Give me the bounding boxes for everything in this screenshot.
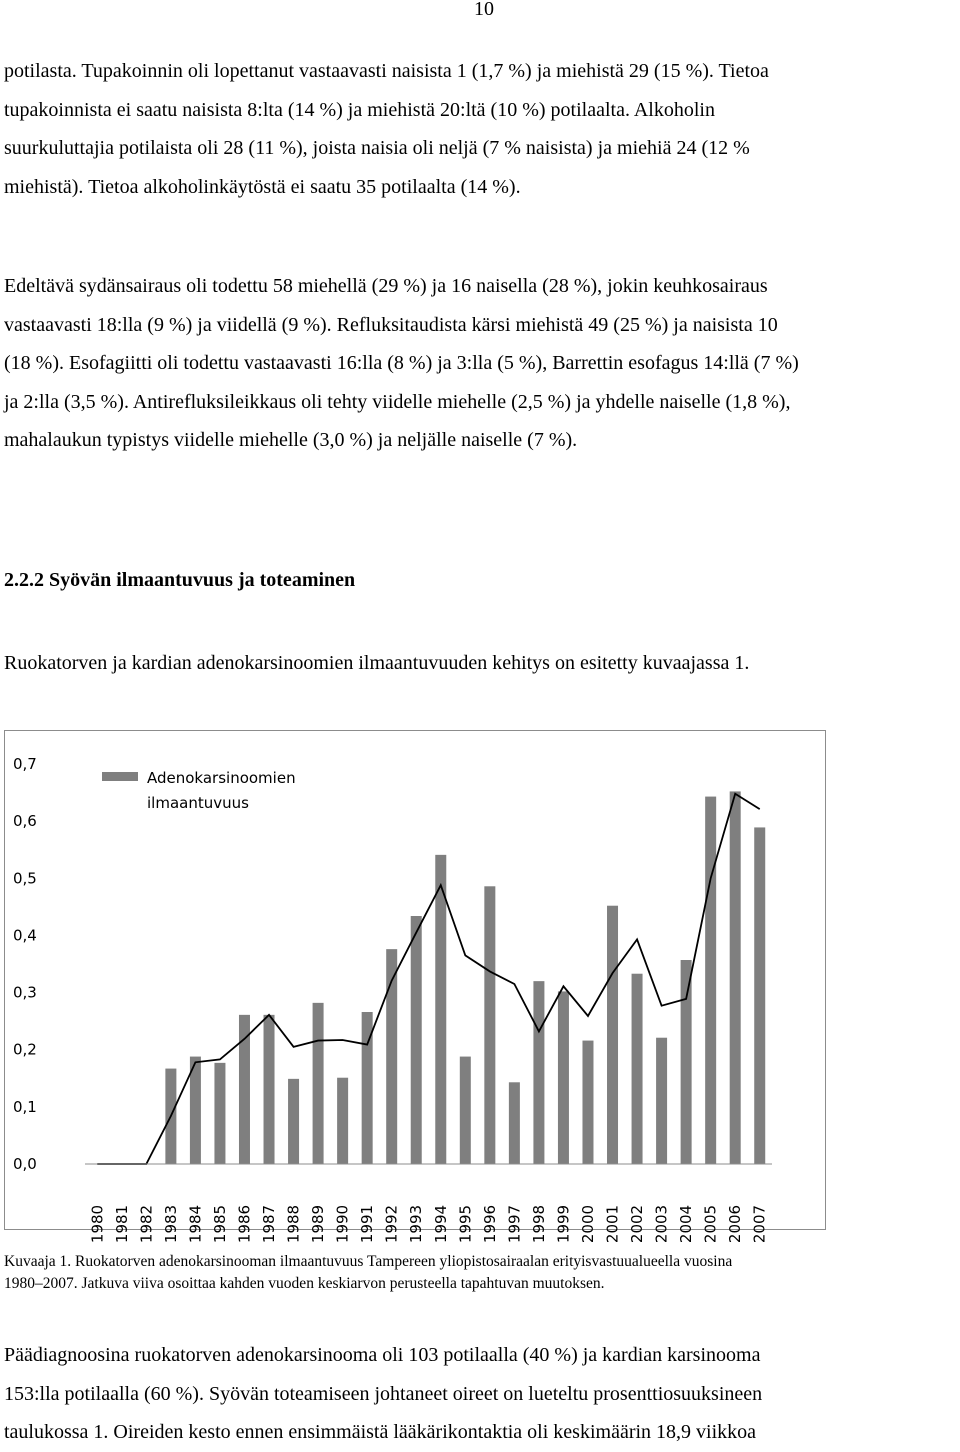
text-line: Päädiagnoosina ruokatorven adenokarsinooma oli 103 potilaalla (40 %) ja kardian karsinooma [4,1344,761,1366]
bar [730,791,741,1164]
x-axis [85,1164,772,1243]
bar [313,1003,324,1164]
x-tick-label: 1986 [235,1204,254,1244]
y-tick-label: 0,6 [13,812,37,831]
x-tick-label: 1992 [382,1204,401,1244]
x-tick-label: 2006 [726,1204,745,1244]
x-tick-label: 1985 [210,1204,229,1244]
y-tick-label: 0,5 [13,869,37,888]
x-tick-label: 1995 [456,1204,475,1244]
x-tick-label: 2007 [750,1204,769,1244]
x-tick-label: 1980 [88,1204,107,1244]
x-tick-label: 1997 [505,1204,524,1244]
text-line: tupakoinnista ei saatu naisista 8:lta (14 %) ja miehistä 20:ltä (10 %) potilaalta. Alkoholin [4,98,715,121]
x-tick-label: 1999 [554,1204,573,1244]
page-number: 10 [474,0,494,20]
text-line: ja 2:lla (3,5 %). Antirefluksileikkaus oli tehty viidelle miehelle (2,5 %) ja yhdelle naiselle (1,8 %), [4,390,791,413]
section-heading: 2.2.2 Syövän ilmaantuvuus ja toteaminen [4,569,356,591]
y-tick-label: 0,2 [13,1040,37,1059]
bar [460,1057,471,1164]
bar [656,1038,667,1164]
y-tick-label: 0,7 [13,755,37,773]
text-line: suurkuluttajia potilaista oli 28 (11 %), joista naisia oli neljä (7 % naisista) ja miehiä 24 (12 % [4,137,750,160]
x-tick-label: 1996 [480,1204,499,1244]
x-tick-label: 1991 [358,1204,377,1244]
bar [558,991,569,1164]
bar-series [165,791,765,1164]
figure-caption [4,1251,956,1295]
x-tick-label: 1983 [161,1204,180,1244]
x-tick-label: 1994 [431,1204,450,1244]
x-tick-label: 2003 [652,1204,671,1244]
x-tick-label: 2005 [701,1204,720,1244]
bar [214,1063,225,1164]
y-tick-label: 0,4 [13,926,37,945]
bar [337,1078,348,1164]
bar [509,1082,520,1164]
bar [484,886,495,1164]
y-axis [13,755,37,1173]
bar [681,960,692,1164]
bar [411,916,422,1164]
text-line: miehistä). Tietoa alkoholinkäytöstä ei saatu 35 potilaalta (14 %). [4,175,521,198]
y-tick-label: 0,1 [13,1097,37,1116]
x-tick-label: 2000 [578,1204,597,1244]
text-line: 153:lla potilaalla (60 %). Syövän toteamiseen johtaneet oireet on lueteltu prosenttiosuuksineen [4,1382,763,1405]
paragraph-diagnosis [4,1336,960,1452]
caption-line: Kuvaaja 1. Ruokatorven adenokarsinooman ilmaantuvuus Tampereen yliopistosairaalan erityisvastuualueella vuosina [4,1253,733,1270]
intro-sentence: Ruokatorven ja kardian adenokarsinoomien ilmaantuvuuden kehitys on esitetty kuvaajassa 1. [4,652,750,674]
y-tick-label: 0,3 [13,983,37,1002]
bar [705,797,716,1164]
x-tick-label: 2004 [677,1204,696,1244]
caption-line: 1980–2007. Jatkuva viiva osoittaa kahden vuoden keskiarvon perusteella tapahtuvan muutoksen. [4,1275,605,1292]
text-line: Edeltävä sydänsairaus oli todettu 58 miehellä (29 %) ja 16 naisella (28 %), jokin keuhkosairaus [4,275,768,297]
text-line: taulukossa 1. Oireiden kesto ennen ensimmäistä lääkärikontaktia oli keskimäärin 18,9 viikkoa [4,1421,757,1444]
legend-label: Adenokarsinoomien [147,769,296,787]
bar [582,1041,593,1164]
bar [288,1079,299,1164]
bar [239,1015,250,1164]
x-tick-label: 2001 [603,1204,622,1244]
bar [264,1015,275,1164]
x-tick-label: 1981 [112,1204,131,1244]
bar [632,974,643,1164]
bar [607,906,618,1164]
y-tick-label: 0,0 [13,1155,37,1173]
x-tick-label: 1998 [529,1204,548,1244]
text-line: vastaavasti 18:lla (9 %) ja viidellä (9 %). Refluksitaudista kärsi miehistä 49 (25 %) ja naisista 10 [4,313,778,336]
x-tick-label: 1993 [407,1204,426,1244]
x-tick-label: 1987 [260,1204,279,1244]
x-tick-label: 1989 [309,1204,328,1244]
text-line: (18 %). Esofagiitti oli todettu vastaavasti 16:lla (8 %) ja 3:lla (5 %), Barrettin esofagus 14:llä (7 %) [4,352,799,375]
legend [102,769,296,812]
legend-label: ilmaantuvuus [147,794,249,812]
legend-swatch [102,772,138,781]
x-tick-label: 1990 [333,1204,352,1244]
x-tick-label: 1988 [284,1204,303,1244]
x-tick-label: 1984 [186,1204,205,1244]
text-line: potilasta. Tupakoinnin oli lopettanut vastaavasti naisista 1 (1,7 %) ja miehistä 29 (15 %). Tietoa [4,60,769,82]
bar [435,855,446,1164]
x-tick-label: 2002 [628,1204,647,1244]
x-tick-label: 1982 [137,1204,156,1244]
bar [754,827,765,1164]
text-line: mahalaukun typistys viidelle miehelle (3,0 %) ja neljälle naiselle (7 %). [4,429,578,452]
bar [533,981,544,1164]
